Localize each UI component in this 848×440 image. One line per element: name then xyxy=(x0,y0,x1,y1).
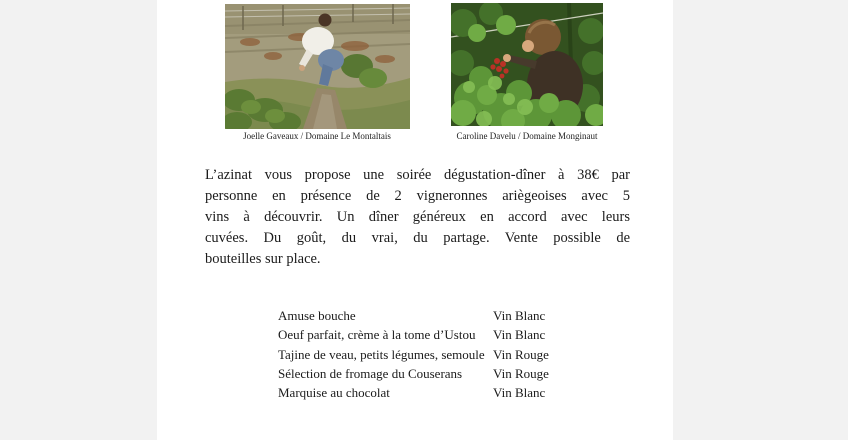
menu-dish: Tajine de veau, petits légumes, semoule xyxy=(278,346,485,362)
document-page xyxy=(157,0,673,440)
menu-wine: Vin Rouge xyxy=(493,365,549,381)
menu-table xyxy=(278,306,608,402)
intro-line: personne en présence de 2 vigneronnes ariègeoises avec 5 xyxy=(205,188,630,204)
vineyard-photo-right xyxy=(451,3,603,126)
photo-caption-right: Caroline Davelu / Domaine Monginaut xyxy=(456,131,598,141)
menu-row xyxy=(278,325,608,344)
menu-dish: Amuse bouche xyxy=(278,308,356,323)
menu-row xyxy=(278,345,608,364)
menu-dish: Sélection de fromage du Couserans xyxy=(278,365,463,381)
intro-line: vins à découvrir. Un dîner généreux en accord avec leurs xyxy=(205,209,630,225)
menu-dish: Oeuf parfait, crème à la tome d’Ustou xyxy=(278,327,476,343)
menu-row xyxy=(278,364,608,383)
menu-wine: Vin Blanc xyxy=(493,327,546,343)
menu-wine: Vin Rouge xyxy=(493,346,549,362)
menu-row xyxy=(278,306,608,325)
photo-caption-left: Joelle Gaveaux / Domaine Le Montaltais xyxy=(243,131,391,141)
vineyard-photo-right-image xyxy=(451,3,603,126)
menu-dish: Marquise au chocolat xyxy=(278,385,390,401)
vineyard-photo-left-image xyxy=(225,4,410,129)
menu-row xyxy=(278,383,608,402)
intro-line: L’azinat vous propose une soirée dégustation-dîner à 38€ par xyxy=(205,167,630,183)
menu-wine: Vin Blanc xyxy=(493,308,546,323)
intro-line: cuvées. Du goût, du vrai, du partage. Vente possible de xyxy=(205,230,630,246)
menu-wine: Vin Blanc xyxy=(493,385,546,401)
intro-line: bouteilles sur place. xyxy=(205,251,321,267)
intro-paragraph xyxy=(205,165,630,270)
vineyard-photo-left xyxy=(225,4,410,129)
